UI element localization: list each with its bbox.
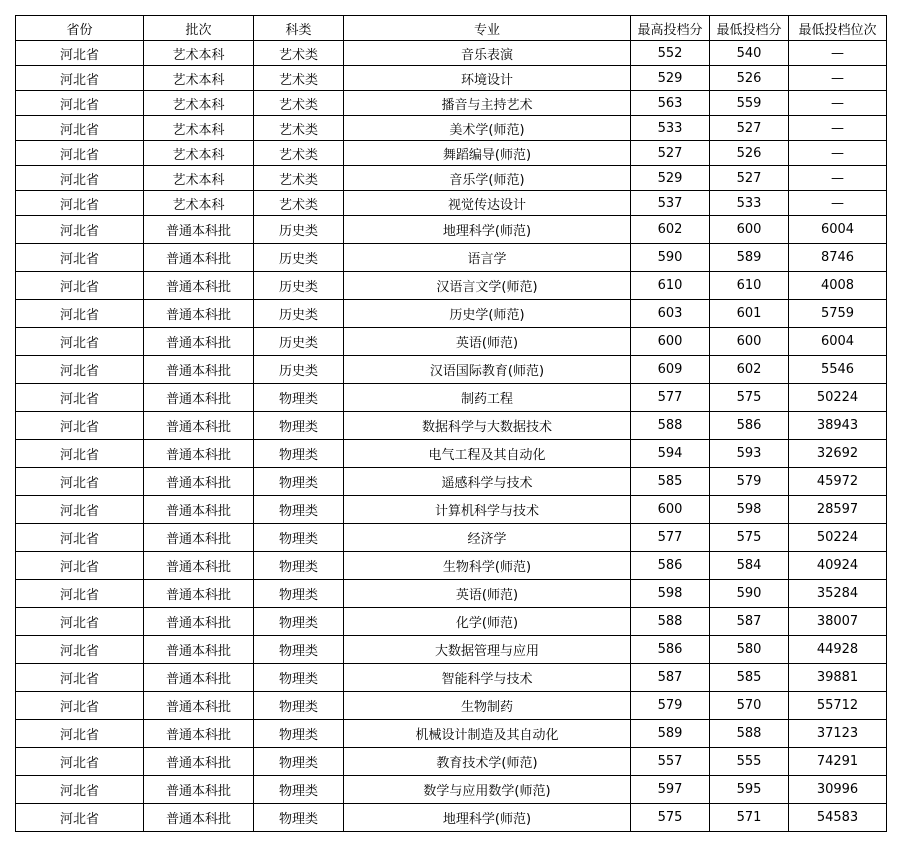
cell-max-score: 609 — [631, 356, 710, 384]
cell-min-score: 575 — [710, 384, 789, 412]
cell-batch: 普通本科批 — [144, 552, 254, 580]
cell-max-score: 600 — [631, 328, 710, 356]
cell-min-score: 600 — [710, 216, 789, 244]
cell-major: 地理科学(师范) — [344, 216, 631, 244]
cell-province: 河北省 — [16, 412, 144, 440]
cell-min-rank: — — [789, 191, 887, 216]
cell-major: 经济学 — [344, 524, 631, 552]
cell-min-score: 580 — [710, 636, 789, 664]
cell-min-rank: — — [789, 116, 887, 141]
cell-major: 汉语国际教育(师范) — [344, 356, 631, 384]
cell-province: 河北省 — [16, 720, 144, 748]
table-row — [16, 552, 887, 580]
table-row — [16, 496, 887, 524]
header-max-score: 最高投档分 — [631, 16, 710, 41]
cell-min-score: 589 — [710, 244, 789, 272]
table-row — [16, 141, 887, 166]
cell-category: 历史类 — [254, 356, 344, 384]
cell-min-rank: 4008 — [789, 272, 887, 300]
cell-category: 历史类 — [254, 300, 344, 328]
cell-max-score: 577 — [631, 524, 710, 552]
cell-major: 生物制药 — [344, 692, 631, 720]
cell-category: 艺术类 — [254, 191, 344, 216]
cell-category: 物理类 — [254, 776, 344, 804]
cell-min-rank: 6004 — [789, 328, 887, 356]
cell-province: 河北省 — [16, 328, 144, 356]
table-row — [16, 244, 887, 272]
table-row — [16, 692, 887, 720]
cell-min-rank: 8746 — [789, 244, 887, 272]
cell-province: 河北省 — [16, 91, 144, 116]
cell-min-rank: 74291 — [789, 748, 887, 776]
table-row — [16, 524, 887, 552]
cell-batch: 普通本科批 — [144, 692, 254, 720]
cell-max-score: 586 — [631, 552, 710, 580]
header-batch: 批次 — [144, 16, 254, 41]
cell-min-score: 527 — [710, 166, 789, 191]
cell-category: 物理类 — [254, 496, 344, 524]
cell-min-score: 602 — [710, 356, 789, 384]
cell-min-score: 559 — [710, 91, 789, 116]
cell-major: 环境设计 — [344, 66, 631, 91]
cell-category: 物理类 — [254, 636, 344, 664]
cell-category: 历史类 — [254, 244, 344, 272]
cell-max-score: 610 — [631, 272, 710, 300]
cell-major: 数据科学与大数据技术 — [344, 412, 631, 440]
cell-province: 河北省 — [16, 552, 144, 580]
cell-max-score: 588 — [631, 608, 710, 636]
cell-batch: 普通本科批 — [144, 664, 254, 692]
table-row — [16, 804, 887, 832]
cell-batch: 普通本科批 — [144, 748, 254, 776]
cell-min-score: 600 — [710, 328, 789, 356]
cell-min-rank: — — [789, 91, 887, 116]
cell-category: 历史类 — [254, 272, 344, 300]
cell-major: 制药工程 — [344, 384, 631, 412]
cell-province: 河北省 — [16, 580, 144, 608]
cell-major: 英语(师范) — [344, 328, 631, 356]
cell-max-score: 594 — [631, 440, 710, 468]
cell-min-score: 575 — [710, 524, 789, 552]
cell-major: 语言学 — [344, 244, 631, 272]
cell-province: 河北省 — [16, 776, 144, 804]
cell-min-rank: 44928 — [789, 636, 887, 664]
cell-province: 河北省 — [16, 664, 144, 692]
cell-province: 河北省 — [16, 356, 144, 384]
table-row — [16, 91, 887, 116]
cell-province: 河北省 — [16, 440, 144, 468]
cell-major: 地理科学(师范) — [344, 804, 631, 832]
cell-province: 河北省 — [16, 496, 144, 524]
cell-min-score: 587 — [710, 608, 789, 636]
cell-min-rank: 39881 — [789, 664, 887, 692]
cell-max-score: 602 — [631, 216, 710, 244]
cell-category: 艺术类 — [254, 41, 344, 66]
cell-major: 数学与应用数学(师范) — [344, 776, 631, 804]
cell-min-rank: 38007 — [789, 608, 887, 636]
cell-batch: 艺术本科 — [144, 191, 254, 216]
cell-batch: 普通本科批 — [144, 356, 254, 384]
cell-max-score: 575 — [631, 804, 710, 832]
cell-min-rank: 5759 — [789, 300, 887, 328]
table-row — [16, 412, 887, 440]
cell-min-rank: 6004 — [789, 216, 887, 244]
cell-major: 生物科学(师范) — [344, 552, 631, 580]
table-row — [16, 41, 887, 66]
cell-max-score: 590 — [631, 244, 710, 272]
cell-min-score: 586 — [710, 412, 789, 440]
cell-max-score: 557 — [631, 748, 710, 776]
cell-min-rank: — — [789, 166, 887, 191]
cell-min-score: 526 — [710, 66, 789, 91]
cell-major: 视觉传达设计 — [344, 191, 631, 216]
cell-batch: 普通本科批 — [144, 636, 254, 664]
table-row — [16, 664, 887, 692]
cell-min-rank: 5546 — [789, 356, 887, 384]
cell-batch: 普通本科批 — [144, 272, 254, 300]
cell-batch: 普通本科批 — [144, 412, 254, 440]
cell-min-rank: — — [789, 141, 887, 166]
cell-category: 物理类 — [254, 720, 344, 748]
cell-min-score: 590 — [710, 580, 789, 608]
cell-batch: 普通本科批 — [144, 720, 254, 748]
cell-batch: 普通本科批 — [144, 216, 254, 244]
cell-category: 物理类 — [254, 384, 344, 412]
cell-category: 物理类 — [254, 804, 344, 832]
cell-category: 历史类 — [254, 328, 344, 356]
cell-min-score: 601 — [710, 300, 789, 328]
header-min-rank: 最低投档位次 — [789, 16, 887, 41]
cell-max-score: 588 — [631, 412, 710, 440]
header-province: 省份 — [16, 16, 144, 41]
cell-province: 河北省 — [16, 244, 144, 272]
cell-max-score: 577 — [631, 384, 710, 412]
cell-min-score: 610 — [710, 272, 789, 300]
cell-batch: 普通本科批 — [144, 300, 254, 328]
cell-min-rank: 38943 — [789, 412, 887, 440]
cell-max-score: 600 — [631, 496, 710, 524]
header-row — [16, 16, 887, 41]
cell-category: 物理类 — [254, 524, 344, 552]
cell-major: 计算机科学与技术 — [344, 496, 631, 524]
cell-category: 物理类 — [254, 692, 344, 720]
cell-province: 河北省 — [16, 608, 144, 636]
cell-min-rank: 35284 — [789, 580, 887, 608]
cell-min-rank: 45972 — [789, 468, 887, 496]
cell-major: 汉语言文学(师范) — [344, 272, 631, 300]
cell-category: 物理类 — [254, 552, 344, 580]
cell-category: 物理类 — [254, 608, 344, 636]
table-row — [16, 720, 887, 748]
cell-province: 河北省 — [16, 524, 144, 552]
cell-min-score: 540 — [710, 41, 789, 66]
cell-category: 艺术类 — [254, 116, 344, 141]
cell-min-score: 598 — [710, 496, 789, 524]
cell-batch: 普通本科批 — [144, 244, 254, 272]
cell-batch: 艺术本科 — [144, 41, 254, 66]
cell-max-score: 603 — [631, 300, 710, 328]
cell-province: 河北省 — [16, 166, 144, 191]
cell-province: 河北省 — [16, 468, 144, 496]
cell-min-rank: — — [789, 66, 887, 91]
cell-province: 河北省 — [16, 300, 144, 328]
cell-province: 河北省 — [16, 191, 144, 216]
cell-province: 河北省 — [16, 804, 144, 832]
cell-province: 河北省 — [16, 141, 144, 166]
cell-batch: 艺术本科 — [144, 91, 254, 116]
table-row — [16, 191, 887, 216]
cell-major: 遥感科学与技术 — [344, 468, 631, 496]
cell-category: 艺术类 — [254, 91, 344, 116]
cell-major: 化学(师范) — [344, 608, 631, 636]
cell-batch: 普通本科批 — [144, 580, 254, 608]
cell-major: 大数据管理与应用 — [344, 636, 631, 664]
cell-category: 物理类 — [254, 440, 344, 468]
table-row — [16, 356, 887, 384]
cell-province: 河北省 — [16, 692, 144, 720]
cell-province: 河北省 — [16, 636, 144, 664]
cell-province: 河北省 — [16, 41, 144, 66]
cell-batch: 普通本科批 — [144, 440, 254, 468]
cell-max-score: 527 — [631, 141, 710, 166]
cell-min-score: 579 — [710, 468, 789, 496]
table-row — [16, 116, 887, 141]
cell-min-score: 533 — [710, 191, 789, 216]
table-row — [16, 748, 887, 776]
cell-major: 英语(师范) — [344, 580, 631, 608]
cell-batch: 普通本科批 — [144, 608, 254, 636]
table-row — [16, 468, 887, 496]
cell-batch: 艺术本科 — [144, 141, 254, 166]
admission-scores-table — [15, 15, 887, 832]
cell-batch: 艺术本科 — [144, 66, 254, 91]
cell-category: 物理类 — [254, 580, 344, 608]
cell-category: 艺术类 — [254, 66, 344, 91]
cell-min-score: 584 — [710, 552, 789, 580]
table-row — [16, 384, 887, 412]
cell-max-score: 579 — [631, 692, 710, 720]
cell-max-score: 598 — [631, 580, 710, 608]
cell-min-rank: 50224 — [789, 384, 887, 412]
table-row — [16, 216, 887, 244]
cell-category: 物理类 — [254, 412, 344, 440]
cell-batch: 普通本科批 — [144, 496, 254, 524]
cell-category: 历史类 — [254, 216, 344, 244]
cell-major: 音乐学(师范) — [344, 166, 631, 191]
table-body — [16, 41, 887, 832]
cell-category: 物理类 — [254, 748, 344, 776]
header-major: 专业 — [344, 16, 631, 41]
cell-major: 音乐表演 — [344, 41, 631, 66]
cell-batch: 普通本科批 — [144, 524, 254, 552]
cell-min-rank: 54583 — [789, 804, 887, 832]
cell-max-score: 587 — [631, 664, 710, 692]
cell-major: 机械设计制造及其自动化 — [344, 720, 631, 748]
cell-category: 艺术类 — [254, 141, 344, 166]
cell-batch: 普通本科批 — [144, 804, 254, 832]
cell-max-score: 552 — [631, 41, 710, 66]
cell-min-rank: 55712 — [789, 692, 887, 720]
cell-province: 河北省 — [16, 748, 144, 776]
table-row — [16, 776, 887, 804]
cell-category: 艺术类 — [254, 166, 344, 191]
cell-major: 舞蹈编导(师范) — [344, 141, 631, 166]
cell-max-score: 533 — [631, 116, 710, 141]
cell-min-score: 527 — [710, 116, 789, 141]
cell-batch: 艺术本科 — [144, 116, 254, 141]
cell-min-rank: 50224 — [789, 524, 887, 552]
table-row — [16, 272, 887, 300]
cell-min-score: 526 — [710, 141, 789, 166]
table-row — [16, 66, 887, 91]
cell-major: 智能科学与技术 — [344, 664, 631, 692]
cell-province: 河北省 — [16, 272, 144, 300]
cell-min-score: 593 — [710, 440, 789, 468]
header-min-score: 最低投档分 — [710, 16, 789, 41]
cell-major: 美术学(师范) — [344, 116, 631, 141]
table-row — [16, 166, 887, 191]
cell-batch: 艺术本科 — [144, 166, 254, 191]
cell-batch: 普通本科批 — [144, 468, 254, 496]
cell-batch: 普通本科批 — [144, 776, 254, 804]
cell-max-score: 529 — [631, 166, 710, 191]
cell-max-score: 563 — [631, 91, 710, 116]
table-row — [16, 636, 887, 664]
cell-province: 河北省 — [16, 66, 144, 91]
cell-major: 历史学(师范) — [344, 300, 631, 328]
cell-min-score: 585 — [710, 664, 789, 692]
cell-province: 河北省 — [16, 116, 144, 141]
cell-min-score: 595 — [710, 776, 789, 804]
cell-major: 教育技术学(师范) — [344, 748, 631, 776]
cell-province: 河北省 — [16, 384, 144, 412]
cell-category: 物理类 — [254, 468, 344, 496]
cell-batch: 普通本科批 — [144, 328, 254, 356]
cell-min-score: 570 — [710, 692, 789, 720]
cell-max-score: 529 — [631, 66, 710, 91]
cell-min-rank: 28597 — [789, 496, 887, 524]
cell-max-score: 589 — [631, 720, 710, 748]
cell-min-rank: 32692 — [789, 440, 887, 468]
cell-min-rank: — — [789, 41, 887, 66]
cell-min-score: 571 — [710, 804, 789, 832]
cell-batch: 普通本科批 — [144, 384, 254, 412]
table-row — [16, 440, 887, 468]
table-row — [16, 328, 887, 356]
cell-major: 播音与主持艺术 — [344, 91, 631, 116]
cell-min-rank: 40924 — [789, 552, 887, 580]
cell-min-score: 588 — [710, 720, 789, 748]
cell-min-rank: 37123 — [789, 720, 887, 748]
cell-max-score: 597 — [631, 776, 710, 804]
cell-major: 电气工程及其自动化 — [344, 440, 631, 468]
table-row — [16, 580, 887, 608]
cell-min-score: 555 — [710, 748, 789, 776]
table-row — [16, 300, 887, 328]
cell-province: 河北省 — [16, 216, 144, 244]
cell-min-rank: 30996 — [789, 776, 887, 804]
cell-max-score: 585 — [631, 468, 710, 496]
table-row — [16, 608, 887, 636]
cell-category: 物理类 — [254, 664, 344, 692]
cell-max-score: 537 — [631, 191, 710, 216]
header-category: 科类 — [254, 16, 344, 41]
cell-max-score: 586 — [631, 636, 710, 664]
